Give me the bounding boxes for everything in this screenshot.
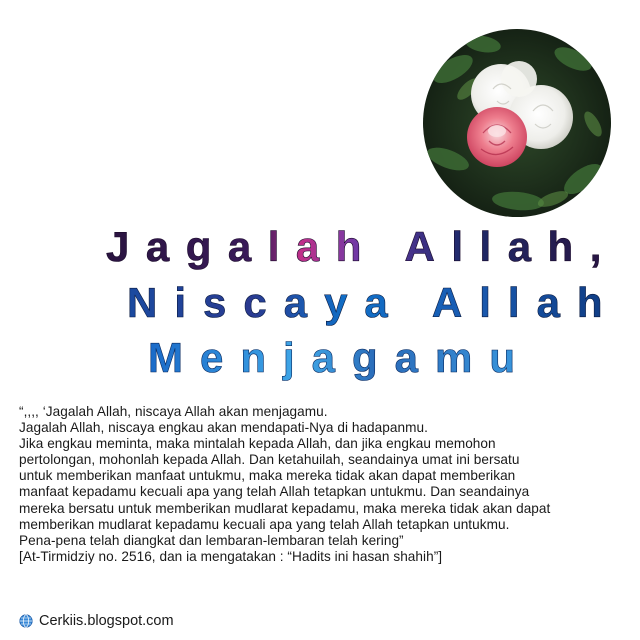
title-art — [0, 216, 640, 386]
hadith-quote — [19, 404, 629, 565]
site-link[interactable]: Cerkiis.blogspot.com — [39, 613, 174, 629]
quote-line: “,,,, ‘Jagalah Allah, niscaya Allah akan menjagamu. — [19, 404, 328, 419]
quote-line: Jika engkau meminta, maka mintalah kepada Allah, dan jika engkau memohon — [19, 436, 496, 452]
title-line-2: Niscaya Allah — [127, 279, 620, 326]
quote-line: Jagalah Allah, niscaya engkau akan mendapati-Nya di hadapanmu. — [19, 420, 428, 436]
quote-line: memberikan mudlarat kepadamu kecuali apa yang telah Allah tetapkan untukmu. — [19, 516, 510, 532]
quote-line: Pena-pena telah diangkat dan lembaran-lembaran telah kering” — [19, 532, 404, 548]
globe-icon — [19, 614, 33, 628]
quote-line: manfaat kepadamu kecuali apa yang telah Allah tetapkan untukmu. Dan seandainya — [19, 484, 530, 500]
quote-source: [At-Tirmidziy no. 2516, dan ia mengatakan : “Hadits ini hasan shahih”] — [19, 548, 443, 564]
footer — [19, 611, 174, 631]
rose-photo — [423, 29, 611, 217]
quote-line: mereka bersatu untuk memberikan mudlarat kepadamu, maka mereka tidak akan dapat — [19, 500, 551, 516]
quote-line: pertolongan, mohonlah kepada Allah. Dan ketahuilah, seandainya umat ini bersatu — [19, 452, 520, 468]
title-line-1: Jagalah Allah, — [106, 223, 618, 270]
quote-line: untuk memberikan manfaat untukmu, maka mereka tidak akan dapat memberikan — [19, 468, 516, 484]
title-line-3: Menjagamu — [148, 334, 533, 381]
title-block — [0, 216, 640, 386]
rose-photo-image — [423, 29, 611, 217]
